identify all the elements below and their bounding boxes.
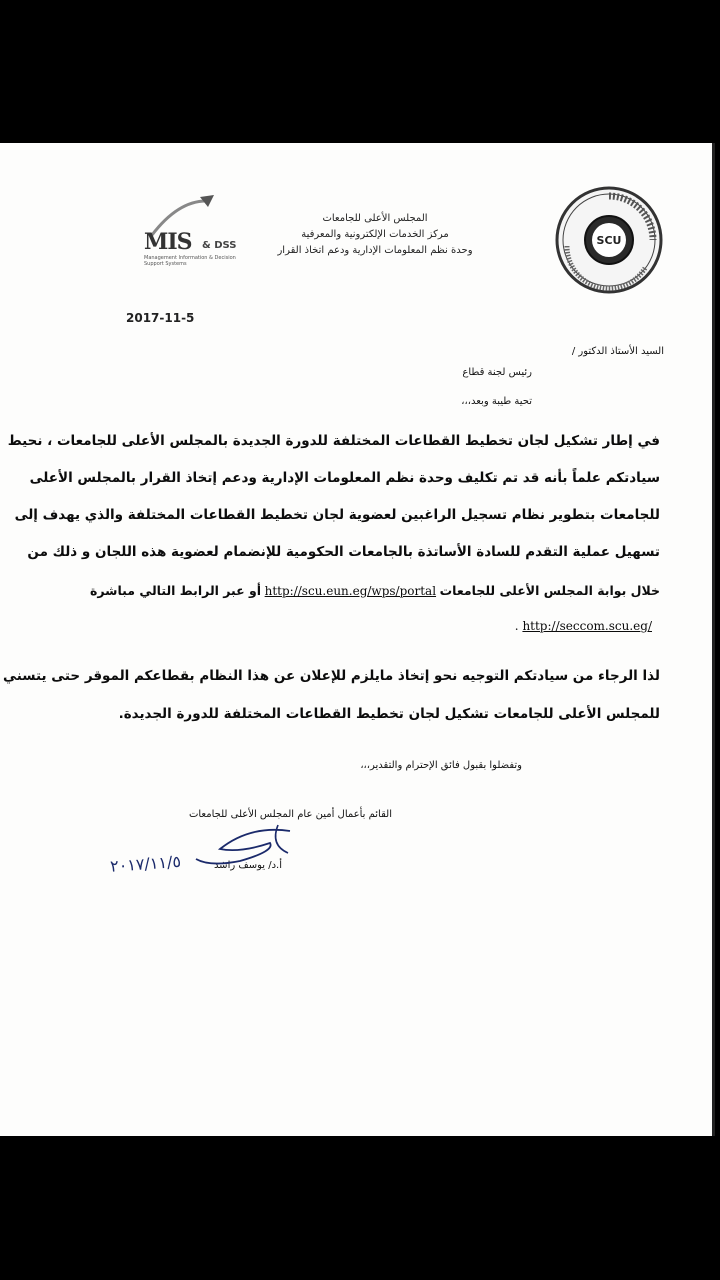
body-line-1: في إطار تشكيل لجان تخطيط القطاعات المختلفة للدورة الجديدة بالمجلس الأعلى للجامعات ، نحيط <box>7 433 660 449</box>
portal-link-line <box>90 583 660 598</box>
mis-logo-subtitle: Management Information & Decision Support Systems <box>144 255 236 267</box>
svg-text:SCU: SCU <box>596 234 622 247</box>
request-line-2: للمجلس الأعلى للجامعات تشكيل لجان تخطيط القطاعات المختلفة للدورة الجديدة. <box>118 706 660 722</box>
scu-seal-logo <box>555 186 663 294</box>
mis-dss-logo <box>140 191 260 271</box>
portal-link-before: خلال بوابة المجلس الأعلى للجامعات <box>439 583 660 598</box>
signer-title: القائم بأعمال أمين عام المجلس الأعلى للجامعات <box>188 809 392 820</box>
body-line-3: للجامعات بتطوير نظام تسجيل الراغبين لعضوية لجان تخطيط القطاعات المختلفة والذي يهدف إلى <box>14 507 660 523</box>
portal-link-after: أو عبر الرابط التالي مباشرة <box>90 583 262 598</box>
greeting: تحية طيبة وبعد،،، <box>461 396 532 407</box>
portal-url-link[interactable]: http://scu.eun.eg/wps/portal <box>264 584 437 598</box>
handwritten-signature <box>100 823 320 883</box>
mis-logo-text: MIS <box>144 229 192 255</box>
body-line-2: سيادتكم علماً بأنه قد تم تكليف وحدة نظم المعلومات الإدارية ودعم إتخاذ القرار بالمجلس الأعلى <box>29 470 660 486</box>
direct-link-line <box>515 619 660 633</box>
svg-text:٢٠١٧/١١/٥: ٢٠١٧/١١/٥ <box>109 851 182 876</box>
direct-link-end: . <box>514 619 519 633</box>
letterhead <box>255 211 495 259</box>
letterhead-line-2: مركز الخدمات الإلكترونية والمعرفية <box>301 229 449 240</box>
dss-logo-text: & DSS <box>202 240 237 251</box>
direct-url-link[interactable]: http://seccom.scu.eg/ <box>522 619 652 633</box>
salutation: السيد الأستاذ الدكتور / <box>571 346 664 357</box>
closing: وتفضلوا بقبول فائق الإحترام والتقدير،،، <box>360 760 522 771</box>
letter-date: 2017-11-5 <box>126 311 195 325</box>
recipient-role: رئيس لجنة قطاع <box>462 367 532 378</box>
letter-page <box>0 143 715 1136</box>
signer-name: أ.د/ يوسف راشد <box>213 860 282 871</box>
letterhead-line-1: المجلس الأعلى للجامعات <box>322 213 428 224</box>
letterhead-line-3: وحدة نظم المعلومات الإدارية ودعم اتخاذ القرار <box>277 245 473 256</box>
body-line-4: تسهيل عملية التقدم للسادة الأساتذة بالجامعات الحكومية للإنضمام لعضوية هذه اللجان و ذلك من <box>27 544 660 560</box>
request-line-1: لذا الرجاء من سيادتكم التوجيه نحو إتخاذ مايلزم للإعلان عن هذا النظام بقطاعكم الموقر حتى يتسني <box>3 668 660 684</box>
